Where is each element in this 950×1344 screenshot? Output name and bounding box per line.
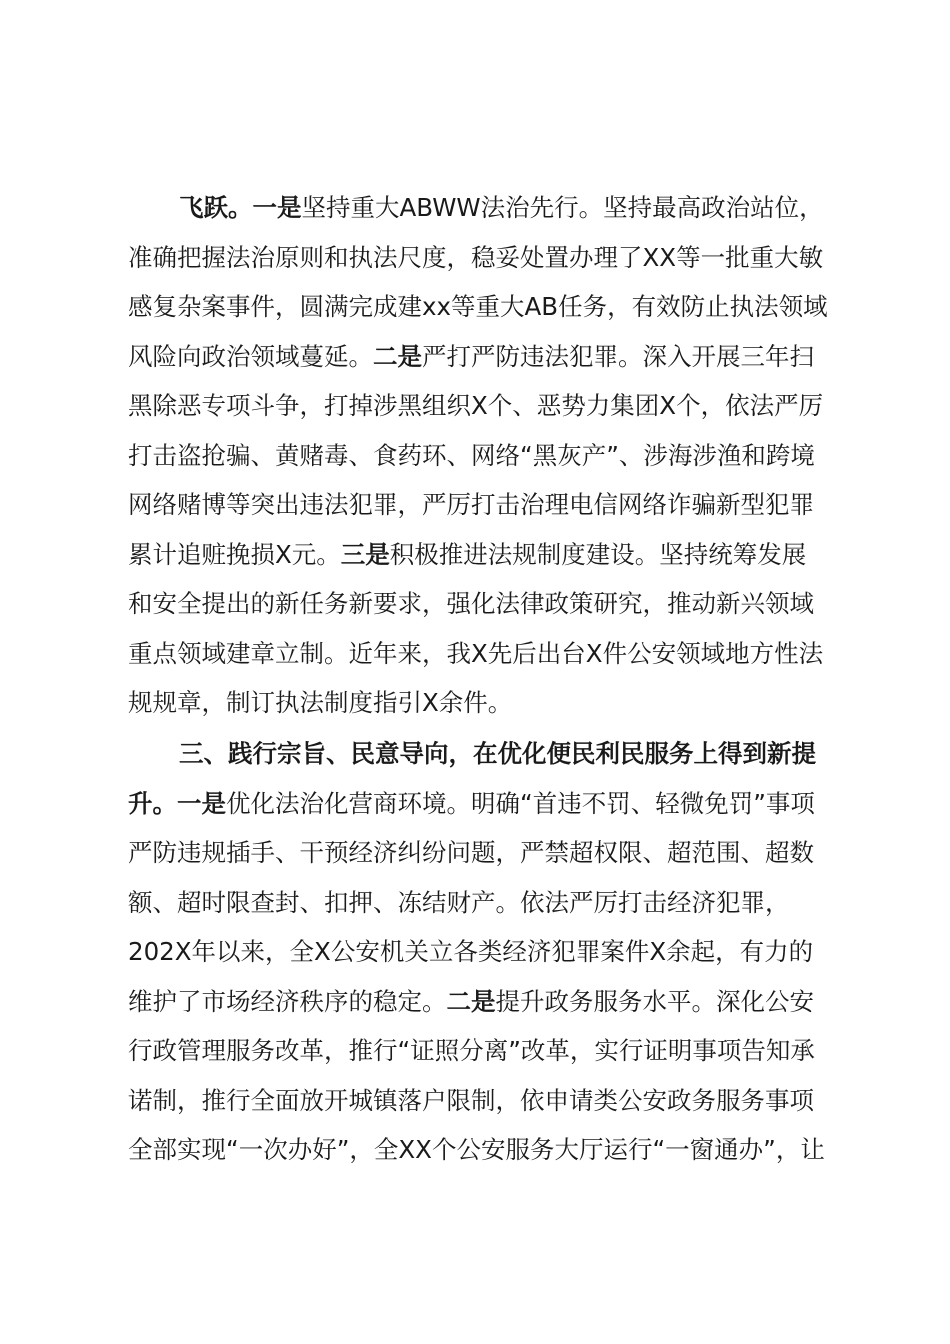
text-line: 规规章，制订执法制度指引X余件。 (128, 688, 513, 717)
text-line: 全部实现“一次办好”，全XX个公安服务大厅运行“一窗通办”，让 (128, 1135, 825, 1164)
text-line: 黑除恶专项斗争，打掉涉黑组织X个、恶势力集团X个，依法严厉 (128, 391, 824, 420)
text-line: 重点领域建章立制。近年来，我X先后出台X件公安领域地方性法 (128, 638, 824, 668)
text-line: 准确把握法治原则和执法尺度，稳妥处置办理了XX等一批重大敏 (128, 242, 824, 272)
bold-ordinal-text: 二是 (446, 986, 496, 1016)
text-line (128, 977, 863, 1027)
text-line: 诺制，推行全面放开城镇落户限制，依申请类公安政务服务事项 (128, 1085, 814, 1115)
text-line: 感复杂案事件，圆满完成建xx等重大AB任务，有效防止执法领域 (128, 292, 828, 321)
text-line: 和安全提出的新任务新要求，强化法律政策研究，推动新兴领域 (128, 589, 814, 618)
bold-ordinal-text: 三是 (340, 539, 390, 569)
text-line: 行政管理服务改革，推行“证照分离”改革，实行证明事项告知承 (128, 1036, 815, 1065)
body-text: 坚持重大ABWW法治先行。坚持最高政治站位， (301, 193, 824, 222)
bold-heading-text: 升。一是 (128, 788, 226, 818)
text-line (128, 183, 863, 233)
text-line: 202X年以来，全X公安机关立各类经济犯罪案件X余起，有力的 (128, 937, 814, 966)
body-text: 风险向政治领域蔓延。 (128, 341, 373, 371)
section-heading: 三、践行宗旨、民意导向，在优化便民利民服务上得到新提 (179, 739, 816, 768)
text-line (128, 332, 863, 382)
body-text: 维护了市场经济秩序的稳定。 (128, 986, 447, 1016)
text-line: 额、超时限查封、扣押、冻结财产。依法严厉打击经济犯罪， (128, 887, 790, 917)
bold-ordinal-text: 二是 (373, 341, 422, 371)
bold-ordinal-text: 一是 (252, 193, 302, 222)
body-text: 累计追赃挽损X元。 (128, 539, 341, 569)
text-line: 网络赌博等突出违法犯罪，严厉打击治理电信网络诈骗新型犯罪 (128, 490, 814, 519)
text-line (128, 779, 863, 829)
body-text: 积极推进法规制度建设。坚持统筹发展 (389, 539, 807, 569)
text-line: 严防违规插手、干预经济纠纷问题，严禁超权限、超范围、超数 (128, 838, 814, 867)
body-text: 严打严防违法犯罪。深入开展三年扫 (422, 341, 814, 371)
body-text: 优化法治化营商环境。明确“首违不罚、轻微免罚”事项 (226, 788, 815, 818)
paragraph-service-improvement (128, 729, 863, 1175)
paragraph-legal-leap (128, 183, 863, 728)
text-line (128, 530, 863, 580)
body-text: 提升政务服务水平。深化公安 (495, 986, 814, 1016)
text-line: 打击盗抢骗、黄赌毒、食药环、网络“黑灰产”、涉海涉渔和跨境 (128, 440, 815, 470)
bold-heading-text: 飞跃。 (179, 193, 253, 222)
